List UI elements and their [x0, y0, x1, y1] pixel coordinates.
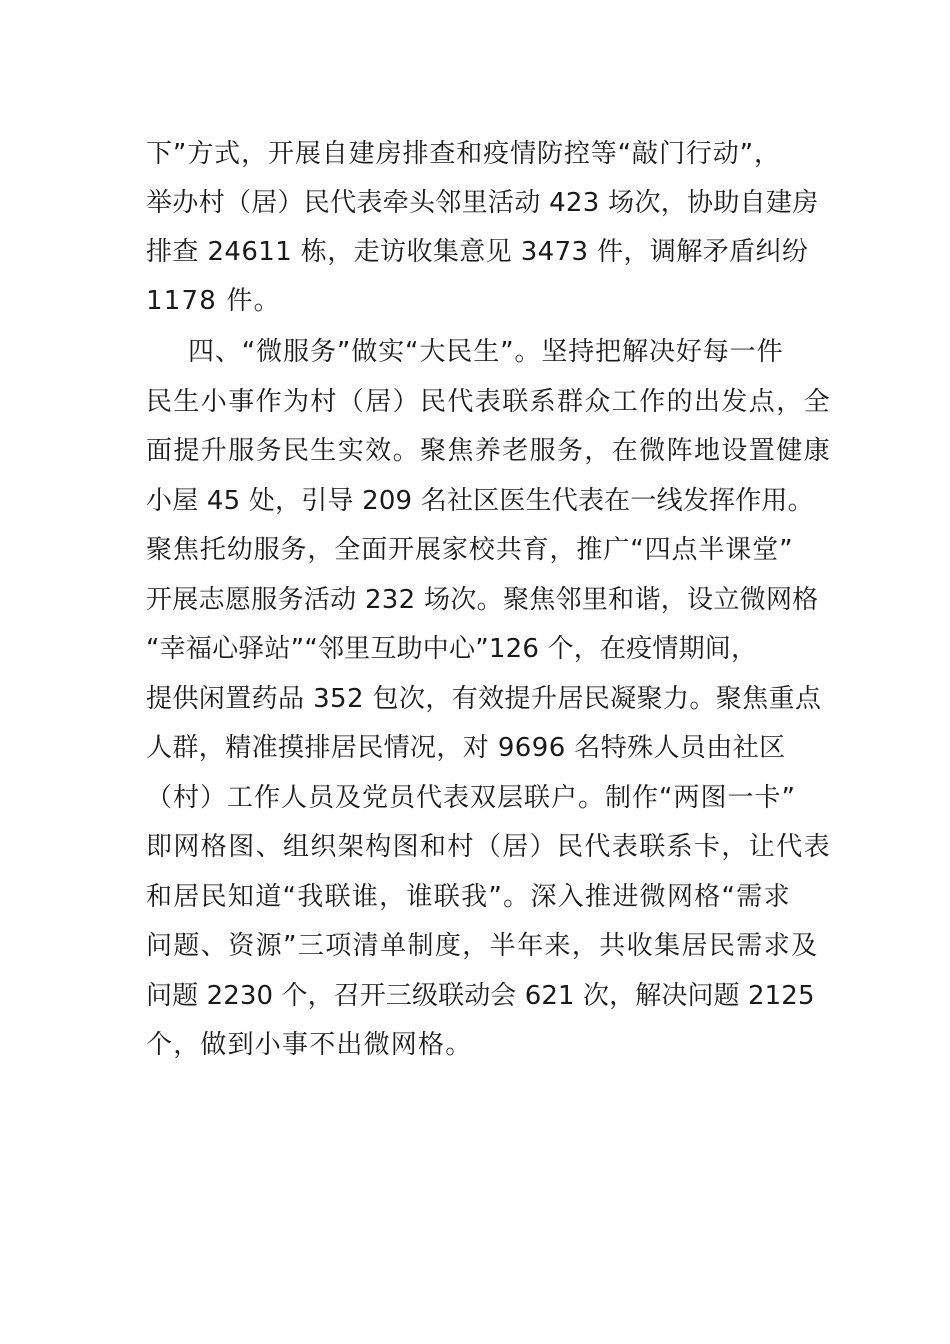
text-line: 即网格图、组织架构图和村（居）民代表联系卡，让代表 [146, 832, 832, 862]
text-line: 开展志愿服务活动 232 场次。聚焦邻里和谐，设立微网格 [146, 585, 819, 615]
text-line: “幸福心驿站”“邻里互助中心”126 个，在疫情期间， [146, 634, 758, 664]
text-line: （村）工作人员及党员代表双层联户。制作“两图一卡” [146, 783, 796, 813]
text-line: 个，做到小事不出微网格。 [146, 1030, 473, 1060]
text-line: 问题、资源”三项清单制度，半年来，共收集居民需求及 [146, 931, 819, 961]
text-line: 排查 24611 栋，走访收集意见 3473 件，调解矛盾纠纷 [146, 237, 809, 267]
text-line: 举办村（居）民代表牵头邻里活动 423 场次，协助自建房 [146, 188, 819, 218]
text-line: 和居民知道“我联谁，谁联我”。深入推进微网格“需求 [146, 882, 791, 912]
text-line: 人群，精准摸排居民情况，对 9696 名特殊人员由社区 [146, 733, 786, 763]
text-line: 问题 2230 个，召开三级联动会 621 次，解决问题 2125 [146, 981, 815, 1011]
section-four-first-line: 四、“微服务”做实“大民生”。坚持把解决好每一件 [188, 337, 784, 367]
text-line: 面提升服务民生实效。聚焦养老服务，在微阵地设置健康 [146, 436, 832, 466]
text-line: 聚焦托幼服务，全面开展家校共育，推广“四点半课堂” [146, 535, 794, 565]
text-line: 小屋 45 处，引导 209 名社区医生代表在一线发挥作用。 [146, 486, 814, 516]
text-line: 提供闲置药品 352 包次，有效提升居民凝聚力。聚焦重点 [146, 684, 822, 714]
text-line: 下”方式，开展自建房排查和疫情防控等“敲门行动”， [146, 139, 781, 169]
text-line: 1178 件。 [146, 286, 281, 316]
text-line: 民生小事作为村（居）民代表联系群众工作的出发点，全 [146, 387, 832, 417]
